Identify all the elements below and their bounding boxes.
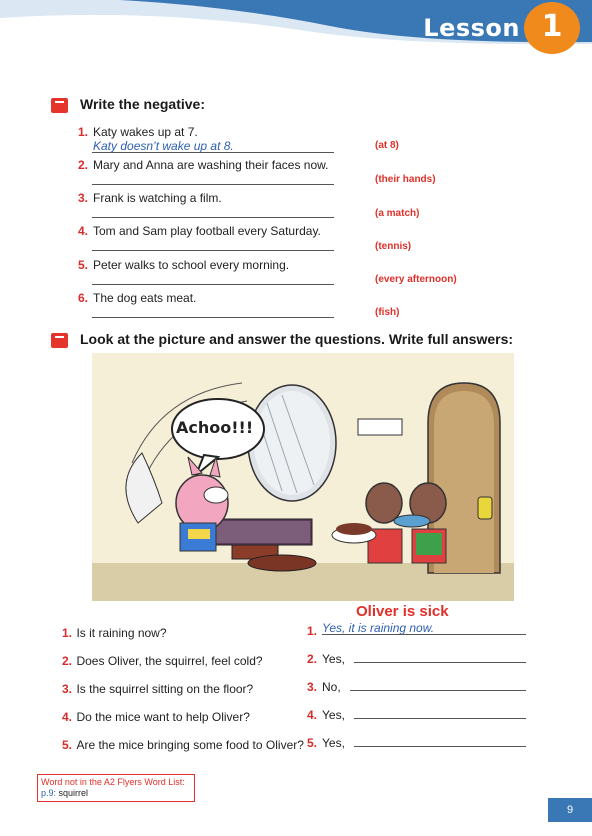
item-sentence: Tom and Sam play football every Saturday.: [93, 224, 321, 238]
answer-number: 2.: [307, 652, 318, 666]
answer-line[interactable]: [354, 718, 526, 719]
lesson-label: Lesson: [423, 14, 520, 42]
question-text: Do the mice want to help Oliver?: [76, 710, 250, 724]
item-sentence: The dog eats meat.: [93, 291, 197, 305]
word-list-note-title: Word not in the A2 Flyers Word List:: [41, 777, 185, 787]
answer-prefix: Yes,: [322, 652, 345, 666]
question-number: 1.: [62, 626, 73, 640]
answer-line: [92, 152, 334, 153]
word-list-note: [37, 774, 195, 802]
item-number: 5.: [78, 258, 89, 272]
answer-line[interactable]: [350, 690, 526, 691]
section-f-title: Look at the picture and answer the questions. Write full answers:: [80, 331, 514, 347]
answer-prefix: Yes,: [322, 708, 345, 722]
section-f-badge-icon: [51, 333, 68, 348]
item-hint: (at 8): [375, 140, 399, 151]
section-e-title: Write the negative:: [80, 96, 205, 112]
question-row: [62, 680, 253, 698]
question-text: Does Oliver, the squirrel, feel cold?: [76, 654, 263, 668]
question-row: [62, 624, 167, 642]
answer-number: 3.: [307, 680, 318, 694]
story-title: Oliver is sick: [356, 603, 449, 620]
word-list-word: squirrel: [58, 788, 89, 798]
item-hint: (fish): [375, 307, 400, 318]
item-hint: (their hands): [375, 174, 436, 185]
item-answer: Katy doesn’t wake up at 8.: [93, 139, 234, 153]
answer-line: [322, 634, 526, 635]
item-number: 6.: [78, 291, 89, 305]
answer-line[interactable]: [92, 217, 334, 218]
item-number: 4.: [78, 224, 89, 238]
answer-number: 5.: [307, 736, 318, 750]
question-number: 3.: [62, 682, 73, 696]
section-e-badge-icon: [51, 98, 68, 113]
answer-number: 4.: [307, 708, 318, 722]
answer-prefix: No,: [322, 680, 341, 694]
item-number: 2.: [78, 158, 89, 172]
answer-line[interactable]: [92, 317, 334, 318]
question-text: Is the squirrel sitting on the floor?: [76, 682, 254, 696]
item-hint: (a match): [375, 208, 420, 219]
item-sentence: Mary and Anna are washing their faces now.: [93, 158, 329, 172]
question-row: [62, 736, 304, 754]
answer-number: 1.: [307, 624, 318, 638]
item-hint: (every afternoon): [375, 274, 457, 285]
question-text: Is it raining now?: [76, 626, 167, 640]
question-number: 2.: [62, 654, 73, 668]
answer-text: Yes, it is raining now.: [322, 621, 435, 635]
item-number: 1.: [78, 125, 89, 139]
answer-line[interactable]: [354, 662, 526, 663]
lesson-header: [0, 0, 592, 58]
page-number: 9: [548, 798, 592, 822]
speech-bubble-text: Achoo!!!: [176, 418, 254, 437]
word-list-page-ref: p.9:: [41, 788, 57, 798]
answer-line[interactable]: [92, 184, 334, 185]
answer-line[interactable]: [92, 250, 334, 251]
illustration-sick-squirrel: [92, 353, 514, 601]
question-row: [62, 652, 263, 670]
item-sentence: Frank is watching a film.: [93, 191, 222, 205]
answer-prefix: Yes,: [322, 736, 345, 750]
question-number: 4.: [62, 710, 73, 724]
question-row: [62, 708, 250, 726]
item-number: 3.: [78, 191, 89, 205]
question-text: Are the mice bringing some food to Oliver?: [76, 738, 304, 752]
answer-line[interactable]: [92, 284, 334, 285]
question-number: 5.: [62, 738, 73, 752]
item-hint: (tennis): [375, 241, 412, 252]
lesson-number-badge: 1: [524, 2, 580, 54]
item-sentence: Peter walks to school every morning.: [93, 258, 290, 272]
item-sentence: Katy wakes up at 7.: [93, 125, 198, 139]
answer-line[interactable]: [354, 746, 526, 747]
